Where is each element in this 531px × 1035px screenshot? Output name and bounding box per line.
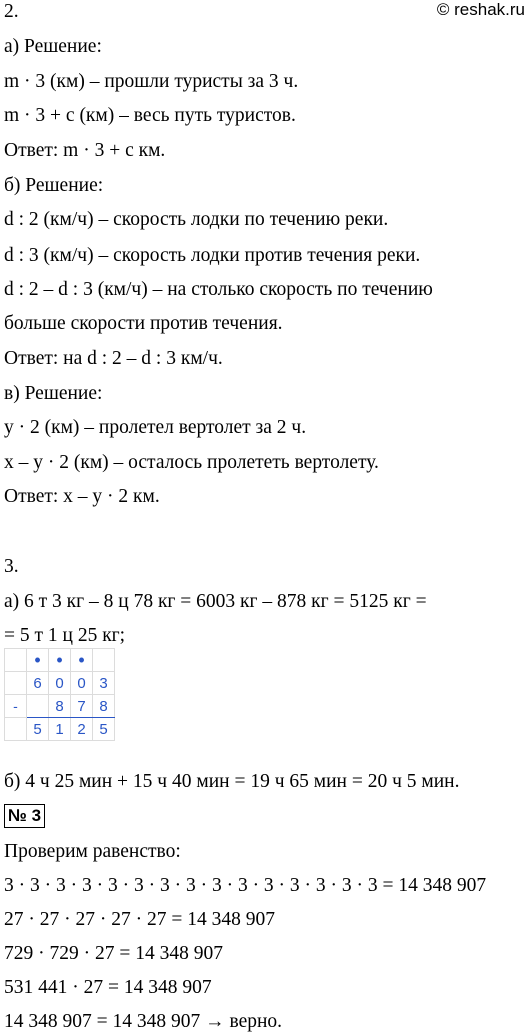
minus-sign: - [5,695,27,718]
borrow-dot: • [27,649,49,672]
task3-a-line1: а) 6 т 3 кг – 8 ц 78 кг = 6003 кг – 878 кг = 5125 кг = [4,591,427,612]
task2-b-line1: d : 2 (км/ч) – скорость лодки по течению реки. [4,209,389,230]
exercise-badge: № 3 [4,804,45,828]
task2-c-answer: Ответ: x – y · 2 км. [4,486,160,507]
check-line1: 3 · 3 · 3 · 3 · 3 · 3 · 3 · 3 · 3 · 3 · 3 · 3 · 3 · 3 · 3 = 14 348 907 [4,875,487,896]
task2-a-line2: m · 3 + c (км) – весь путь туристов. [4,105,296,126]
check-line4: 531 441 · 27 = 14 348 907 [4,977,212,998]
task2-b-line2: d : 3 (км/ч) – скорость лодки против течения реки. [4,245,421,266]
task2-c-title: в) Решение: [4,383,103,404]
minuend-digit: 0 [71,672,93,695]
result-digit: 5 [27,718,49,741]
watermark: © reshak.ru [436,0,525,19]
check-title: Проверим равенство: [4,841,181,862]
borrow-dot: • [71,649,93,672]
result-digit: 2 [71,718,93,741]
check-line3: 729 · 729 · 27 = 14 348 907 [4,943,223,964]
task3-b-line: б) 4 ч 25 мин + 15 ч 40 мин = 19 ч 65 мин = 20 ч 5 мин. [4,771,460,792]
grid-cell [93,649,115,672]
check-line5: 14 348 907 = 14 348 907 → верно. [4,1011,283,1032]
task-number-2: 2. [4,1,19,22]
subtrahend-digit: 8 [93,695,115,718]
task2-b-line3: d : 2 – d : 3 (км/ч) – на столько скорость по течению [4,279,433,300]
task2-b-line4: больше скорости против течения. [4,313,283,334]
check-line2: 27 · 27 · 27 · 27 · 27 = 14 348 907 [4,909,275,930]
task2-a-title: а) Решение: [4,36,102,57]
task2-b-title: б) Решение: [4,175,104,196]
task2-b-answer: Ответ: на d : 2 – d : 3 км/ч. [4,348,223,369]
task-number-3: 3. [4,556,19,577]
column-subtraction [4,648,115,741]
grid-cell [5,672,27,695]
task2-c-line2: x – y · 2 (км) – осталось пролететь вертолету. [4,452,379,473]
subtrahend-digit: 7 [71,695,93,718]
result-digit: 5 [93,718,115,741]
task2-c-line1: y · 2 (км) – пролетел вертолет за 2 ч. [4,417,307,438]
task2-a-answer: Ответ: m · 3 + c км. [4,140,166,161]
grid-cell [27,695,49,718]
grid-cell [5,649,27,672]
borrow-dot: • [49,649,71,672]
task2-a-line1: m · 3 (км) – прошли туристы за 3 ч. [4,71,299,92]
task3-a-line2: = 5 т 1 ц 25 кг; [4,625,126,646]
result-digit: 1 [49,718,71,741]
minuend-digit: 3 [93,672,115,695]
minuend-digit: 6 [27,672,49,695]
minuend-digit: 0 [49,672,71,695]
subtrahend-digit: 8 [49,695,71,718]
grid-cell [5,718,27,741]
